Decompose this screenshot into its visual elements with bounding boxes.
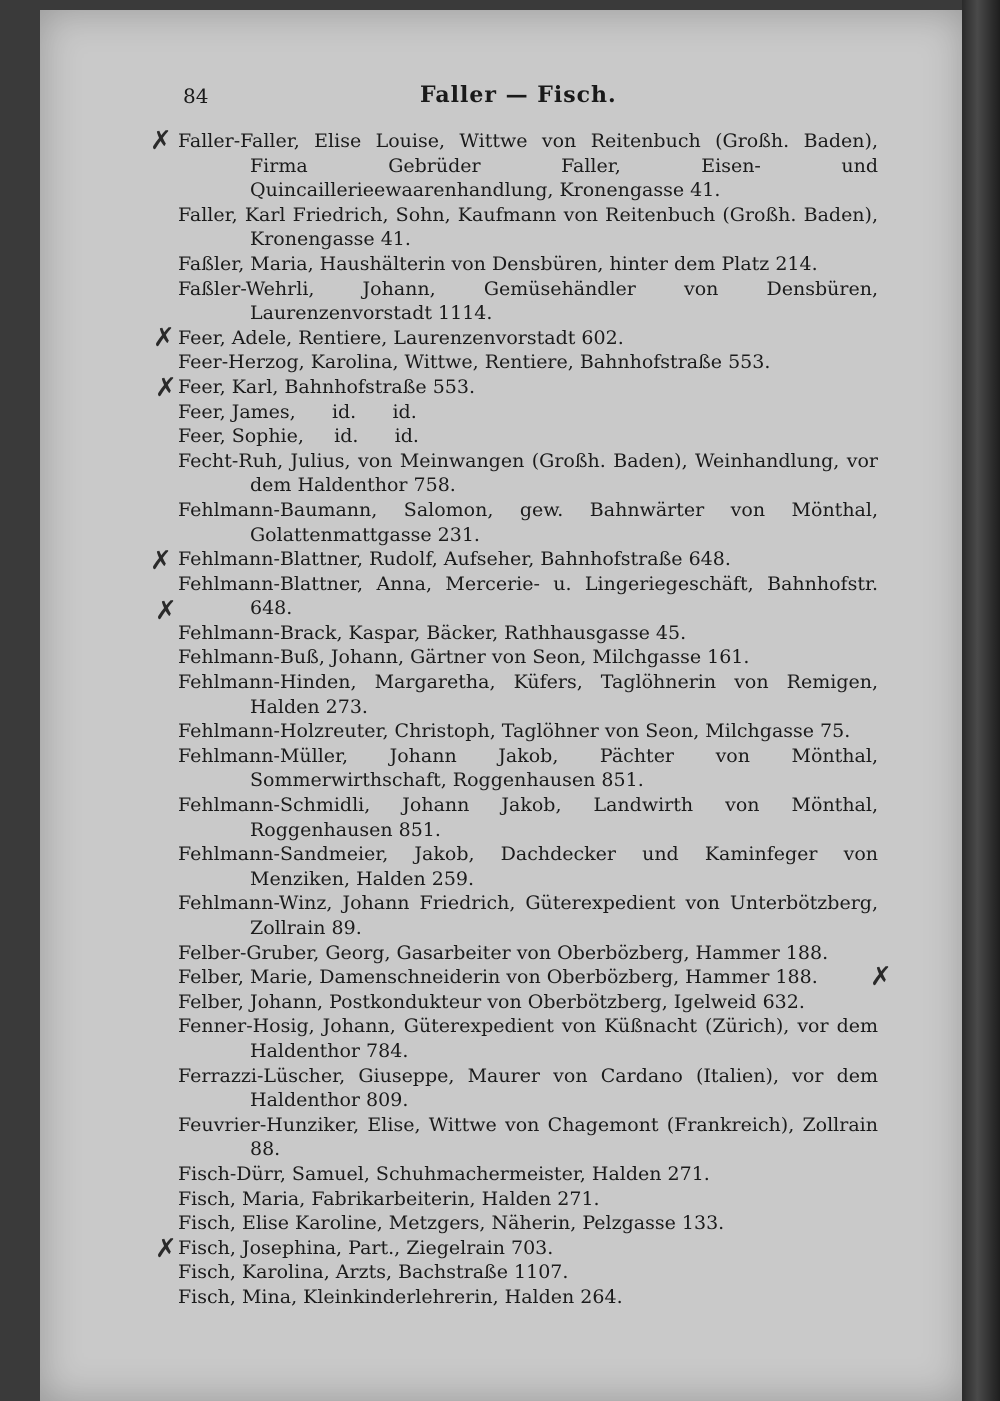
directory-entry: Ferrazzi-Lüscher, Giuseppe, Maurer von Cardano (Italien), vor dem Haldenthor 809.: [178, 1064, 878, 1112]
directory-entry: Felber-Gruber, Georg, Gasarbeiter von Oberbözberg, Hammer 188.: [178, 941, 829, 964]
directory-entries: [178, 129, 878, 1310]
directory-entry: Fehlmann-Baumann, Salomon, gew. Bahnwärter von Mönthal, Golattenmattgasse 231.: [178, 498, 878, 546]
directory-entry: Feer-Herzog, Karolina, Wittwe, Rentiere, Bahnhofstraße 553.: [178, 351, 771, 374]
directory-entry: Fisch, Josephina, Part., Ziegelrain 703.: [178, 1236, 554, 1259]
directory-entry: Feuvrier-Hunziker, Elise, Wittwe von Chagemont (Frankreich), Zollrain 88.: [178, 1113, 878, 1161]
directory-entry: Fehlmann-Sandmeier, Jakob, Dachdecker und Kaminfeger von Menziken, Halden 259.: [178, 843, 878, 890]
directory-entry: Fehlmann-Blattner, Rudolf, Aufseher, Bahnhofstraße 648.: [178, 548, 731, 571]
margin-cross-mark: ✗: [150, 546, 172, 576]
directory-entry: Faller, Karl Friedrich, Sohn, Kaufmann von Reitenbuch (Großh. Baden), Kronengasse 41.: [178, 203, 878, 251]
directory-entry: Fehlmann-Müller, Johann Jakob, Pächter von Mönthal, Sommerwirthschaft, Roggenhausen 851.: [178, 744, 878, 792]
page-number: 84: [183, 84, 209, 108]
directory-entry: Fisch, Karolina, Arzts, Bachstraße 1107.: [178, 1261, 569, 1284]
directory-entry: Faller-Faller, Elise Louise, Wittwe von Reitenbuch (Großh. Baden), Firma Gebrüder Faller, Eisen- und Quincaillerieewaarenhandlung, Kronengasse 41.: [178, 130, 878, 202]
directory-entry: Fisch, Maria, Fabrikarbeiterin, Halden 271.: [178, 1187, 600, 1210]
directory-entry: Fehlmann-Holzreuter, Christoph, Taglöhner von Seon, Milchgasse 75.: [178, 720, 851, 743]
directory-entry: Fehlmann-Blattner, Anna, Mercerie- u. Lingeriegeschäft, Bahnhofstr. 648.: [178, 572, 878, 620]
margin-cross-mark: ✗: [870, 962, 892, 992]
margin-cross-mark: ✗: [153, 323, 175, 353]
directory-entry: Fecht-Ruh, Julius, von Meinwangen (Großh. Baden), Weinhandlung, vor dem Haldenthor 758.: [178, 449, 878, 497]
directory-entry: Fisch-Dürr, Samuel, Schuhmachermeister, Halden 271.: [178, 1162, 710, 1185]
margin-cross-mark: ✗: [155, 373, 177, 403]
directory-entry: Fehlmann-Buß, Johann, Gärtner von Seon, Milchgasse 161.: [178, 646, 750, 669]
margin-cross-mark: ✗: [150, 126, 172, 156]
running-head: Faller — Fisch.: [420, 82, 617, 108]
directory-entry: Feer, James, id. id.: [178, 400, 417, 423]
margin-cross-mark: ✗: [155, 1234, 177, 1264]
directory-entry: Felber, Johann, Postkondukteur von Oberbötzberg, Igelweid 632.: [178, 990, 805, 1013]
directory-entry: Feer, Karl, Bahnhofstraße 553.: [178, 375, 476, 398]
directory-entry: Fisch, Mina, Kleinkinderlehrerin, Halden 264.: [178, 1285, 623, 1308]
directory-entry: Feer, Adele, Rentiere, Laurenzenvorstadt 602.: [178, 326, 624, 349]
page-edge-shadow: [962, 0, 1000, 1401]
directory-entry: Fehlmann-Schmidli, Johann Jakob, Landwirth von Mönthal, Roggenhausen 851.: [178, 794, 878, 841]
directory-entry: Fehlmann-Hinden, Margaretha, Küfers, Taglöhnerin von Remigen, Halden 273.: [178, 671, 878, 718]
directory-entry: Faßler-Wehrli, Johann, Gemüsehändler von Densbüren, Laurenzenvorstadt 1114.: [178, 277, 878, 325]
directory-entry: Felber, Marie, Damenschneiderin von Oberbözberg, Hammer 188.: [178, 966, 818, 989]
directory-entry: Fenner-Hosig, Johann, Güterexpedient von Küßnacht (Zürich), vor dem Haldenthor 784.: [178, 1015, 878, 1062]
directory-entry: Fehlmann-Winz, Johann Friedrich, Güterexpedient von Unterbötzberg, Zollrain 89.: [178, 892, 878, 939]
directory-entry: Faßler, Maria, Haushälterin von Densbüren, hinter dem Platz 214.: [178, 252, 818, 275]
directory-entry: Feer, Sophie, id. id.: [178, 425, 419, 448]
margin-cross-mark: ✗: [155, 596, 177, 626]
directory-entry: Fisch, Elise Karoline, Metzgers, Näherin, Pelzgasse 133.: [178, 1212, 725, 1235]
directory-entry: Fehlmann-Brack, Kaspar, Bäcker, Rathhausgasse 45.: [178, 621, 687, 644]
